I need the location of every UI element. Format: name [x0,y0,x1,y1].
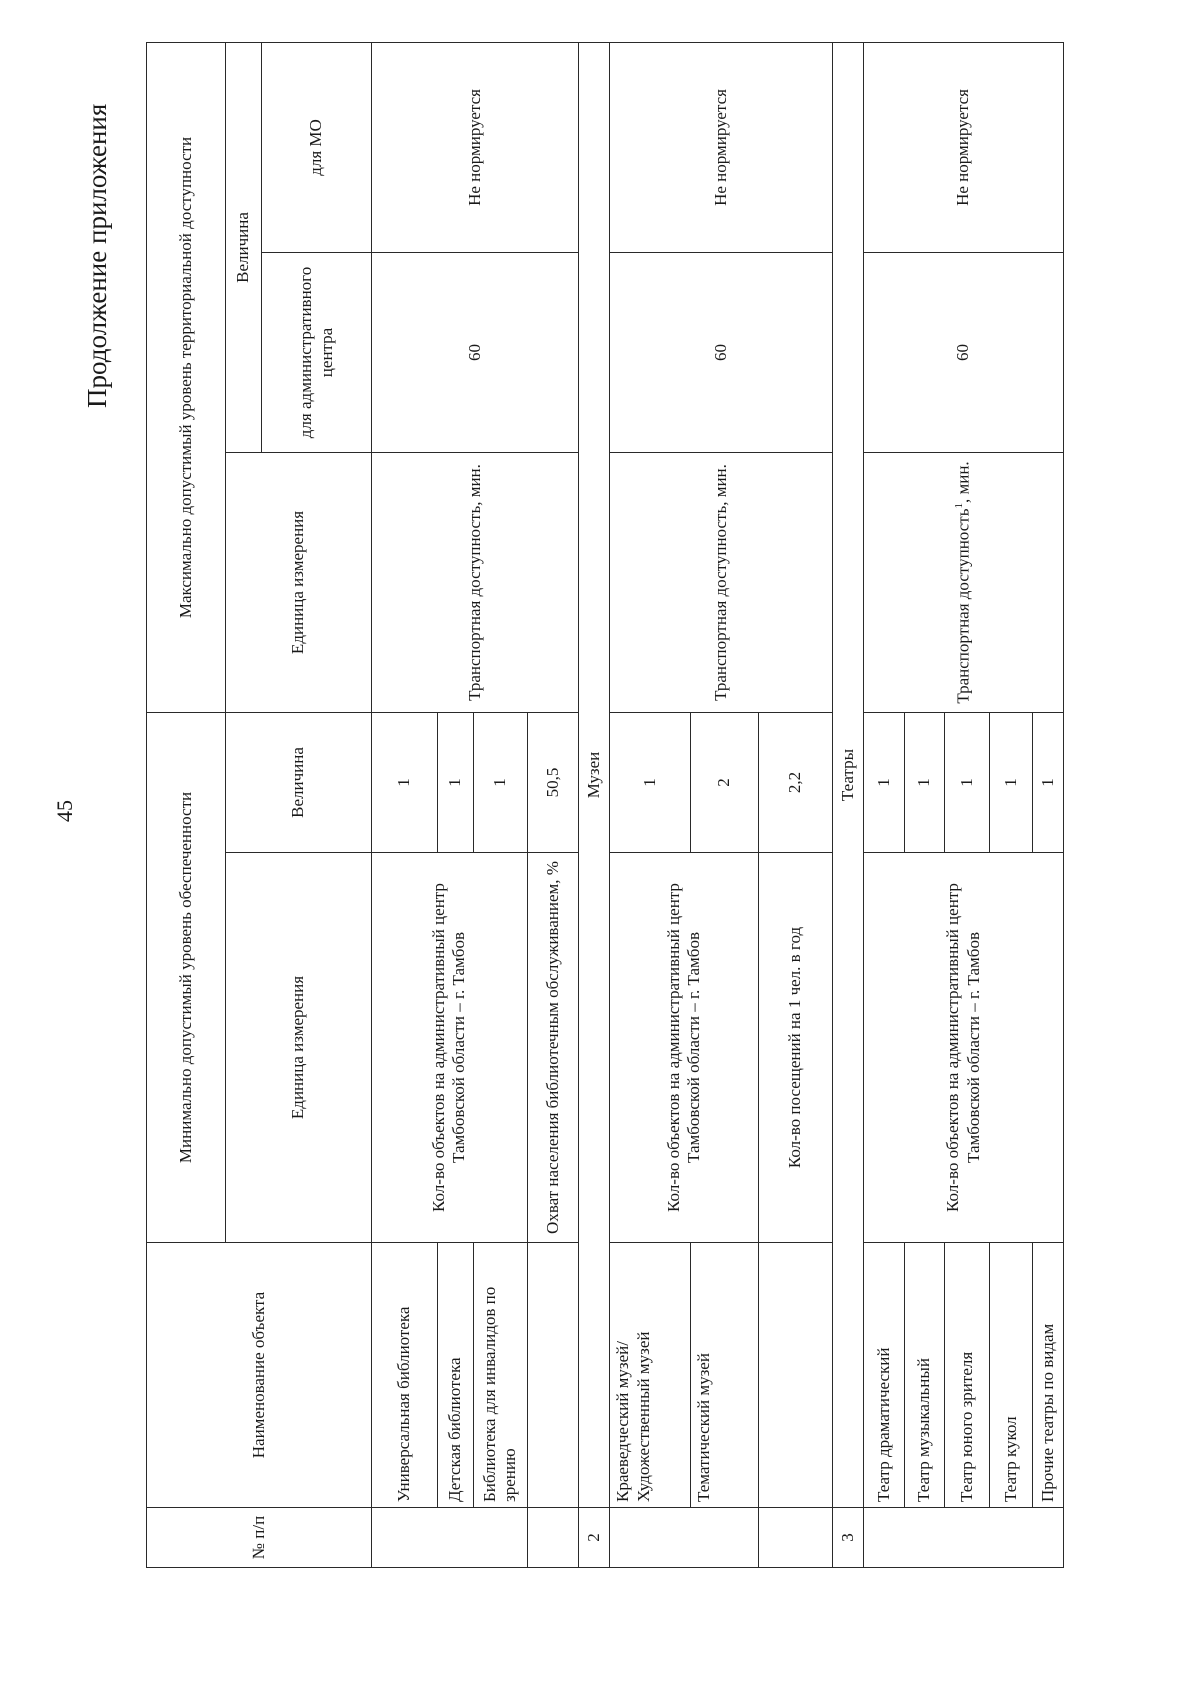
object-name: Краеведческий музей/Художественный музей [610,1243,691,1508]
value-cell: 1 [945,712,990,852]
access-mo-cell: Не нормируется [372,42,579,252]
header-num: № п/п [147,1508,372,1568]
access-unit-cell: Транспортная доступность, мин. [372,452,579,712]
section-num: 3 [833,1508,864,1568]
table-row [610,42,691,1567]
page-heading: Продолжение приложения [82,103,112,408]
value-cell: 1 [864,712,905,852]
section-row [833,42,864,1567]
header-min-level: Минимально допустимый уровень обеспеченности [147,712,226,1242]
value-cell: 1 [610,712,691,852]
header-name: Наименование объекта [147,1243,372,1508]
section-title: Музеи [579,42,610,1507]
access-admin-cell: 60 [610,252,833,452]
object-name: Театр музыкальный [904,1243,945,1508]
header-unit: Единица измерения [225,853,371,1243]
unit-cell: Кол-во объектов на административный центр Тамбовской области – г. Тамбов [864,853,1064,1243]
header-unit-2: Единица измерения [225,452,371,712]
value-cell: 2,2 [758,712,832,852]
object-name: Тематический музей [691,1243,759,1508]
header-row-1 [147,42,226,1567]
value-cell: 2 [691,712,759,852]
access-admin-cell: 60 [372,252,579,452]
table-row [864,42,905,1567]
value-cell: 1 [473,712,527,852]
access-mo-cell: Не нормируется [864,42,1064,252]
object-name: Универсальная библиотека [372,1243,437,1508]
header-for-admin: для административного центра [261,252,371,452]
access-admin-cell: 60 [864,252,1064,452]
value-cell: 1 [904,712,945,852]
object-name: Театр юного зрителя [945,1243,990,1508]
value-cell: 1 [1033,712,1064,852]
object-name: Театр кукол [990,1243,1033,1508]
unit-cell: Кол-во объектов на административный центр Тамбовской области – г. Тамбов [372,853,527,1243]
value-cell: 50,5 [527,712,579,852]
section-title: Театры [833,42,864,1507]
access-unit-text: Транспортная доступность [953,508,973,704]
object-name: Прочие театры по видам [1033,1243,1064,1508]
section-num: 2 [579,1508,610,1568]
value-cell: 1 [372,712,437,852]
header-max-access: Максимально допустимый уровень территориальной доступности [147,42,226,712]
object-name: Театр драматический [864,1243,905,1508]
unit-cell: Кол-во объектов на административный центр Тамбовской области – г. Тамбов [610,853,759,1243]
value-cell: 1 [990,712,1033,852]
access-mo-cell: Не нормируется [610,42,833,252]
header-value: Величина [225,712,371,852]
page-number: 45 [52,800,77,822]
header-value-2: Величина [225,42,261,452]
object-name: Детская библиотека [437,1243,473,1508]
access-unit-cell [864,452,1064,712]
table-row [372,42,437,1567]
section-row [579,42,610,1567]
object-name: Библиотека для инвалидов по зрению [473,1243,527,1508]
access-unit-cell: Транспортная доступность, мин. [610,452,833,712]
access-unit-tail: , мин. [953,461,973,504]
footnote-mark: 1 [953,503,965,509]
norms-table [146,42,1064,1568]
unit-cell: Охват населения библиотечным обслуживанием, % [527,853,579,1243]
header-for-mo: для МО [261,42,371,252]
unit-cell: Кол-во посещений на 1 чел. в год [758,853,832,1243]
value-cell: 1 [437,712,473,852]
